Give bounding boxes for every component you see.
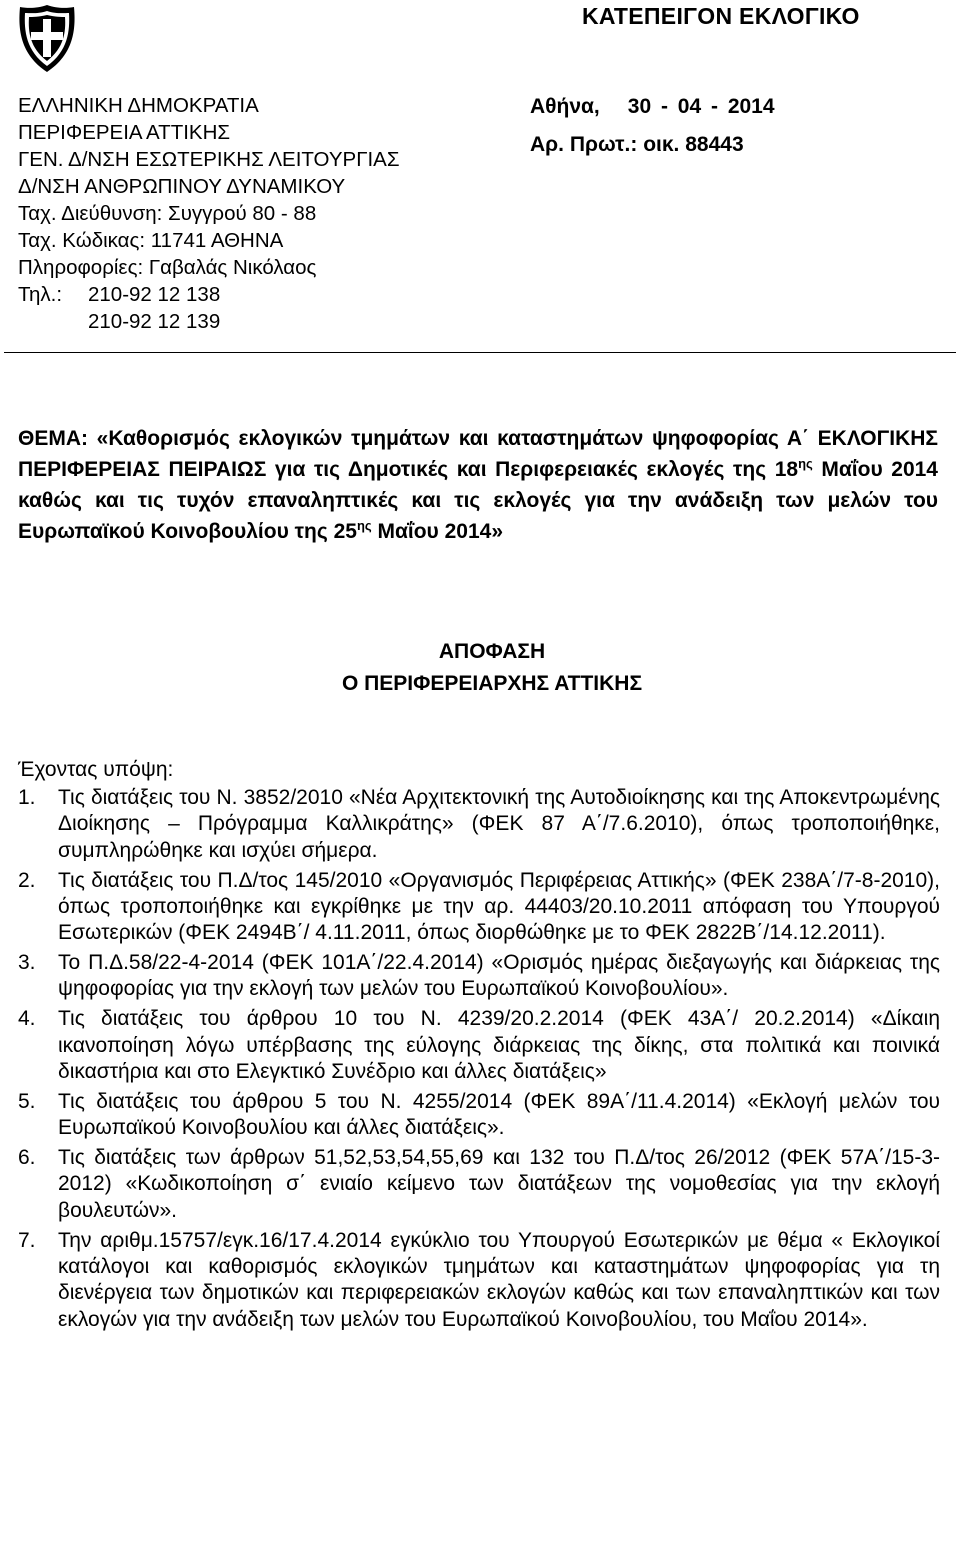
list-item: 4. Τις διατάξεις του άρθρου 10 του Ν. 4239/20.2.2014 (ΦΕΚ 43Α΄/ 20.2.2014) «Δίκαιη ικανοποίηση λόγω υπέρβασης της εύλογης διάρκειας της δίκης, στα πολιτικά και ποινικά δικαστήρια και στο Ελεγκτικό Συνέδριο και άλλες διατάξεις»: [18, 1007, 940, 1083]
issuer-block: [18, 92, 400, 335]
postcode-line: Ταχ. Κώδικας: 11741 ΑΘΗΝΑ: [18, 229, 284, 252]
address-line: Ταχ. Διεύθυνση: Συγγρού 80 - 88: [18, 202, 317, 225]
greek-coat-of-arms-icon: [16, 4, 78, 74]
phone-label: Τηλ.:: [18, 283, 63, 306]
document-date: 30 - 04 - 2014: [627, 95, 775, 118]
date-protocol-block: [530, 88, 775, 164]
list-item: 3. Το Π.Δ.58/22-4-2014 (ΦΕΚ 101Α΄/22.4.2014) «Ορισμός ημέρας διεξαγωγής και διάρκειας της ψηφοφορίας για την εκλογή των μελών του Ευρωπαϊκού Κοινοβουλίου».: [18, 951, 940, 1001]
list-item: 2. Τις διατάξεις του Π.Δ/τος 145/2010 «Οργανισμός Περιφέρειας Αττικής» (ΦΕΚ 238Α΄/7-8-2010), όπως τροποποιήθηκε και εγκρίθηκε με την αρ. 44403/20.10.2011 απόφαση του Υπουργού Εσωτερικών (ΦΕΚ 2494Β΄/ 4.11.2011, όπως διορθώθηκε με το ΦΕΚ 2822Β΄/14.12.2011).: [18, 868, 940, 945]
subject-paragraph: ΘΕΜΑ: «Καθορισμός εκλογικών τμημάτων και καταστημάτων ψηφοφορίας Α΄ ΕΚΛΟΓΙΚΗΣ ΠΕΡΙΦΕΡΕΙΑΣ ΠΕΙΡΑΙΩΣ για τις Δημοτικές και Περιφερειακές εκλογές της $18^{\eta\varsigma}$ Μαΐου 2014 καθώς και τις τυχόν επαναληπτικές και τις εκλογές για την ανάδειξη των μελών του Ευρωπαϊκού Κοινοβουλίου της $25^{\eta\varsigma}$ Μαΐου 2014»: [18, 427, 938, 543]
considering-label: Έχοντας υπόψη:: [18, 758, 174, 781]
org-line: ΕΛΛΗΝΙΚΗ ΔΗΜΟΚΡΑΤΙΑ: [18, 94, 259, 117]
org-line: ΠΕΡΙΦΕΡΕΙΑ ΑΤΤΙΚΗΣ: [18, 121, 231, 144]
decision-heading: [0, 636, 960, 700]
org-line: Δ/ΝΣΗ ΑΝΘΡΩΠΙΝΟΥ ΔΥΝΑΜΙΚΟΥ: [18, 175, 346, 198]
protocol-label: Αρ. Πρωτ.:: [530, 133, 638, 156]
date-row: [530, 88, 775, 126]
list-item: 5. Τις διατάξεις του άρθρου 5 του Ν. 4255/2014 (ΦΕΚ 89Α΄/11.4.2014) «Εκλογή μελών του Ευρωπαϊκού Κοινοβουλίου και άλλες διατάξεις».: [18, 1089, 940, 1140]
contact-person-line: Πληροφορίες: Γαβαλάς Νικόλαος: [18, 256, 317, 279]
place-label: Αθήνα,: [530, 95, 600, 118]
list-item: 7. Την αριθμ.15757/εγκ.16/17.4.2014 εγκύκλιο του Υπουργού Εσωτερικών με θέμα « Εκλογικοί κατάλογοι και καθορισμός εκλογικών τμημάτων και καταστημάτων ψηφοφορίας για τη διενέργεια των δημοτικών και περιφερειακών εκλογών καθώς και των επαναληπτικών και των εκλογών για την ανάδειξη των μελών του Ευρωπαϊκού Κοινοβουλίου, του Μαΐου 2014».: [18, 1228, 940, 1331]
urgent-election-label: ΚΑΤΕΠΕΙΓΟΝ ΕΚΛΟΓΙΚΟ: [582, 3, 860, 29]
protocol-number: οικ. 88443: [643, 133, 744, 156]
protocol-row: [530, 126, 775, 164]
list-item: 1. Τις διατάξεις του Ν. 3852/2010 «Νέα Αρχιτεκτονική της Αυτοδιοίκησης και της Αποκεντρωμένης Διοίκησης – Πρόγραμμα Καλλικράτης» (ΦΕΚ 87 Α΄/7.6.2010), όπως τροποποιήθηκε, συμπληρώθηκε και ισχύει σήμερα.: [18, 786, 940, 862]
considerations-list: [18, 785, 940, 1336]
header-divider: [4, 352, 956, 353]
phone-number: 210-92 12 138: [88, 283, 221, 306]
decision-issuer: Ο ΠΕΡΙΦΕΡΕΙΑΡΧΗΣ ΑΤΤΙΚΗΣ: [341, 672, 643, 695]
org-line: ΓΕΝ. Δ/ΝΣΗ ΕΣΩΤΕΡΙΚΗΣ ΛΕΙΤΟΥΡΓΙΑΣ: [18, 148, 400, 171]
phone-row: [18, 281, 400, 308]
decision-title: ΑΠΟΦΑΣΗ: [438, 640, 546, 663]
phone-number-secondary: 210-92 12 139: [88, 310, 221, 333]
list-item: 6. Τις διατάξεις των άρθρων 51,52,53,54,55,69 και 132 του Π.Δ/τος 26/2012 (ΦΕΚ 57Α΄/15-3-2012) «Κωδικοποίηση σ΄ ενιαίο κείμενο των διατάξεων της νομοθεσίας για την εκλογή βουλευτών».: [18, 1145, 940, 1222]
